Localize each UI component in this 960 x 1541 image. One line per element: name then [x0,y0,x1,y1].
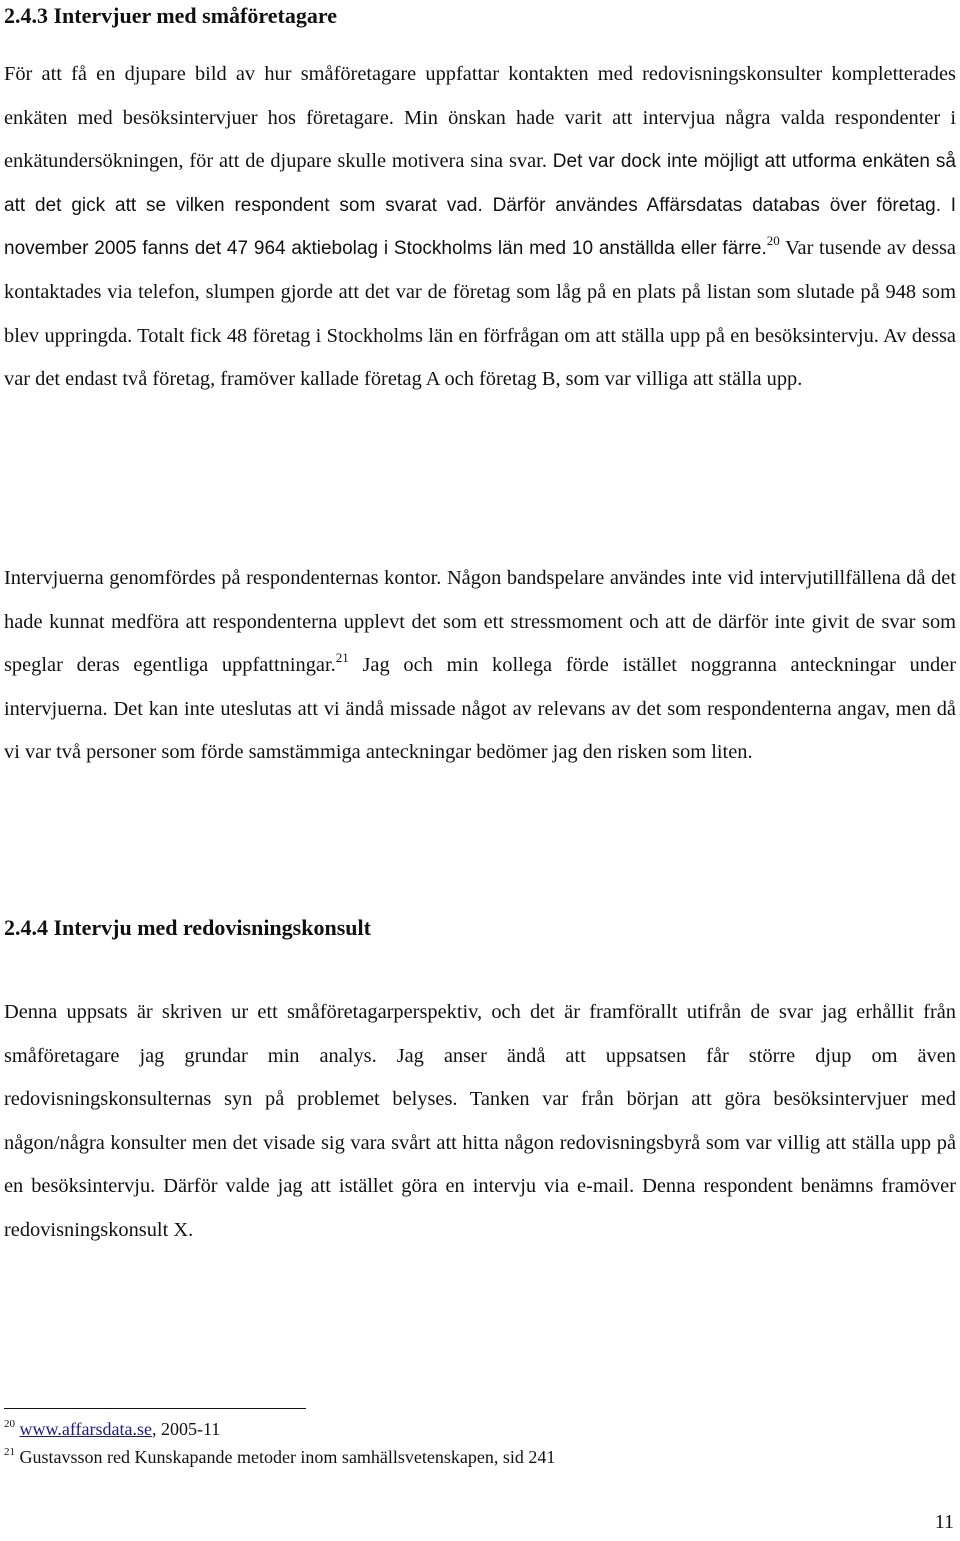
paragraph-text-sans-segment: Det var dock inte möjligt att utforma enkäten så att det gick att se vilken respondent som svarat vad. Därför användes Affärsdatas databas över företag. [4,151,956,216]
paragraph-text-office: Intervjuerna genomfördes på respondenternas kontor. Någon bandspelare användes inte vid intervjutillfällena då det hade kunnat medföra att respondenterna upplevt det som ett stressmoment och att de därför inte givit de svar som speglar deras egentliga uppfattningar. [4,567,956,677]
footnote-21 [4,1446,555,1468]
footnote-20 [4,1418,220,1440]
footnote-ref-21[interactable]: 21 [335,650,349,666]
footnote-text-21: Gustavsson red Kunskapande metoder inom samhällsvetenskapen, sid 241 [19,1447,556,1467]
footnote-separator [4,1408,306,1409]
footnote-number-21: 21 [4,1446,15,1458]
paragraph-interview-method [4,557,956,775]
section-heading-2-4-4: 2.4.4 Intervju med redovisningskonsult [4,915,371,940]
footnote-text-20: , 2005-11 [151,1419,221,1439]
footnote-link-affarsdata[interactable]: www.affarsdata.se [19,1419,152,1439]
paragraph-text-intro: För att få en djupare bild av hur småföretagare uppfattar kontakten med redovisningskonsulter kompletterades enkäten med besöksintervjuer hos företagare. Min önskan hade varit att intervjua några valda respondenter i enkätundersökningen, för att de djupare skulle motivera sina svar. [4,63,956,173]
paragraph-small-business-interviews [4,53,956,402]
footnote-number-20: 20 [4,1418,15,1430]
paragraph-text-notes: Jag och min kollega förde istället noggranna anteckningar under intervjuerna. Det kan inte uteslutas att vi ändå missade något av relevans av det som respondenterna angav, men då vi var två personer som förde samstämmiga anteckningar bedömer jag den risken som liten. [4,654,956,764]
paragraph-text-selection: Var tusende av dessa kontaktades via telefon, slumpen gjorde att det var de företag som låg på en plats på listan som slutade på 948 som blev uppringda. Totalt fick 48 företag i Stockholms län en förfrågan om att ställa upp på en besöksintervju. Av dessa var det endast två företag, framöver kallade företag A och företag B, som var villiga att ställa upp. [4,237,956,391]
page-number: 11 [934,1511,954,1533]
paragraph-text-sans-segment-2: I november 2005 fanns det 47 964 aktiebolag i Stockholms län med 10 anställda eller färre. [4,194,956,260]
paragraph-accountant-interview: Denna uppsats är skriven ur ett småföretagarperspektiv, och det är framförallt utifrån de svar jag erhållit från småföretagare jag grundar min analys. Jag anser ändå att uppsatsen får större djup om även redovisningskonsulternas syn på problemet belyses. Tanken var från början att göra besöksintervjuer med någon/några konsulter men det visade sig vara svårt att hitta någon redovisningsbyrå som var villig att ställa upp på en besöksintervju. Därför valde jag att istället göra en intervju via e-mail. Denna respondent benämns framöver redovisningskonsult X. [4,1001,956,1241]
section-heading-2-4-3: 2.4.3 Intervjuer med småföretagare [4,3,337,28]
footnote-ref-20[interactable]: 20 [766,233,780,249]
